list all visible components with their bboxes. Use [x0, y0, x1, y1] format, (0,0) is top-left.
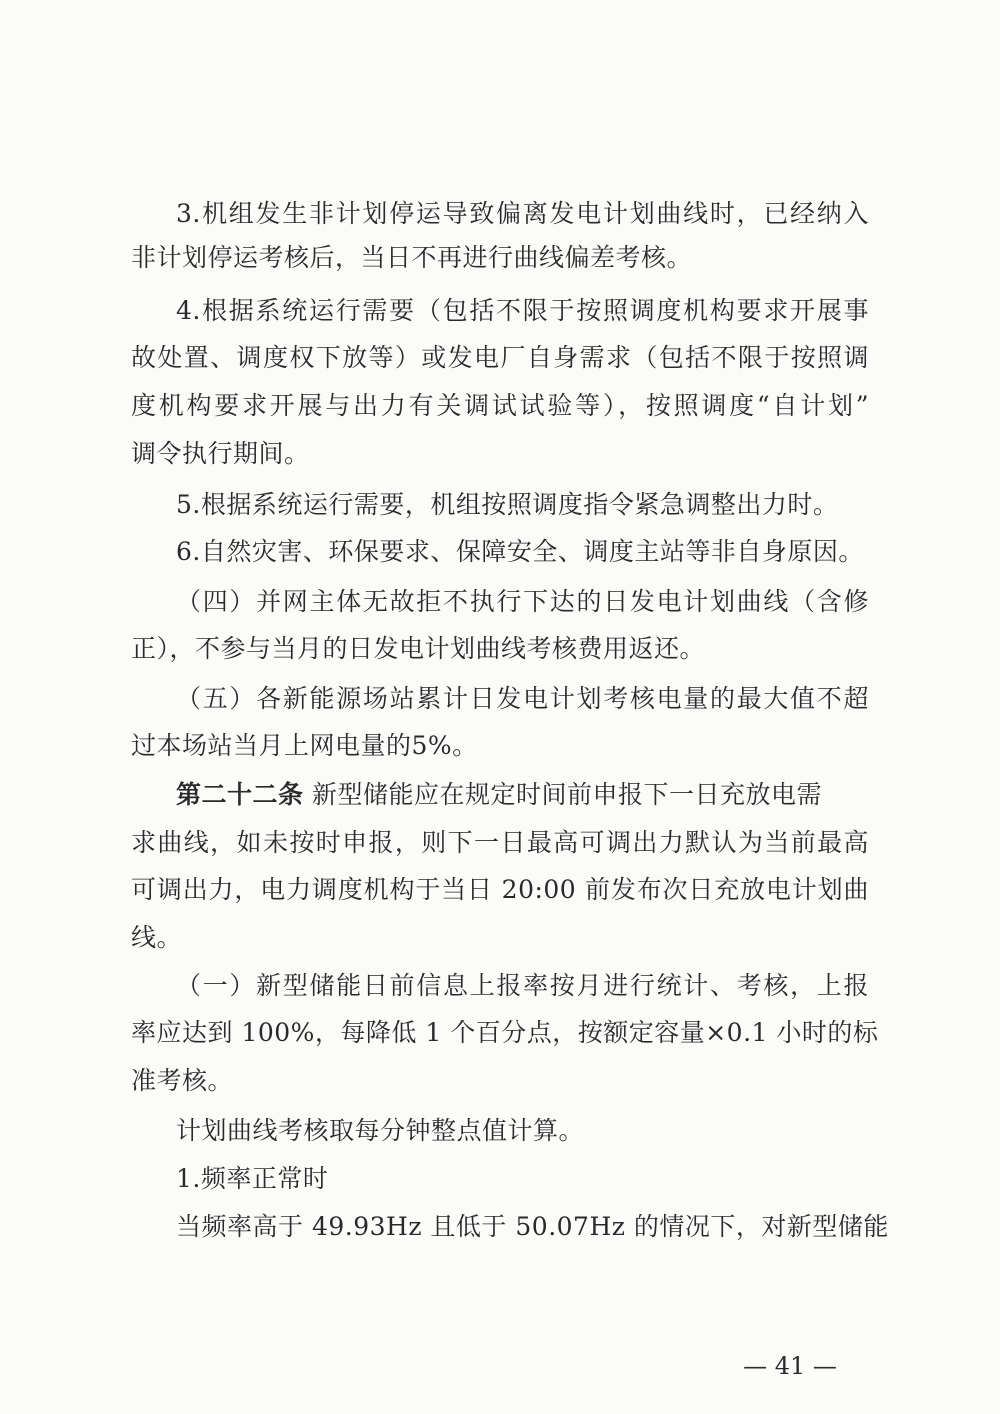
paragraph-4-line-3: 度机构要求开展与出力有关调试试验等），按照调度“自计划”: [131, 391, 869, 420]
paragraph-6: 6.自然灾害、环保要求、保障安全、调度主站等非自身原因。: [176, 537, 864, 566]
clause-5-line-1: （五）各新能源场站累计日发电计划考核电量的最大值不超: [176, 684, 869, 713]
clause-4-line-1: （四）并网主体无故拒不执行下达的日发电计划曲线（含修: [176, 587, 869, 616]
paragraph-4-line-4: 调令执行期间。: [131, 439, 310, 468]
frequency-normal-heading: 1.频率正常时: [176, 1164, 329, 1193]
paragraph-3-line-1: 3.机组发生非计划停运导致偏离发电计划曲线时，已经纳入: [176, 199, 869, 228]
calculation-note: 计划曲线考核取每分钟整点值计算。: [176, 1116, 585, 1145]
clause-1-line-3: 准考核。: [131, 1066, 234, 1095]
article-22-line-1: [176, 775, 1000, 815]
paragraph-4-line-1: 4.根据系统运行需要（包括不限于按照调度机构要求开展事: [176, 296, 869, 325]
paragraph-3-line-2: 非计划停运考核后，当日不再进行曲线偏差考核。: [131, 243, 693, 272]
article-22-line-3: 可调出力，电力调度机构于当日 20:00 前发布次日充放电计划曲: [131, 875, 869, 904]
article-22-line-2: 求曲线，如未按时申报，则下一日最高可调出力默认为当前最高: [131, 828, 869, 857]
clause-1-line-1: （一）新型储能日前信息上报率按月进行统计、考核，上报: [176, 971, 869, 1000]
paragraph-4-line-2: 故处置、调度权下放等）或发电厂自身需求（包括不限于按照调: [131, 343, 869, 372]
article-22-line-4: 线。: [131, 923, 183, 952]
clause-5-line-2: 过本场站当月上网电量的5%。: [131, 731, 478, 760]
clause-1-line-2: 率应达到 100%，每降低 1 个百分点，按额定容量×0.1 小时的标: [131, 1018, 879, 1047]
article-heading: 第二十二条: [176, 780, 304, 809]
frequency-normal-text: 当频率高于 49.93Hz 且低于 50.07Hz 的情况下，对新型储能: [176, 1212, 889, 1241]
article-22-line-1-text: 新型储能应在规定时间前申报下一日充放电需: [303, 780, 822, 809]
paragraph-5: 5.根据系统运行需要，机组按照调度指令紧急调整出力时。: [176, 490, 839, 519]
page-number: — 41 —: [743, 1352, 837, 1380]
clause-4-line-2: 正），不参与当月的日发电计划曲线考核费用返还。: [131, 634, 706, 663]
